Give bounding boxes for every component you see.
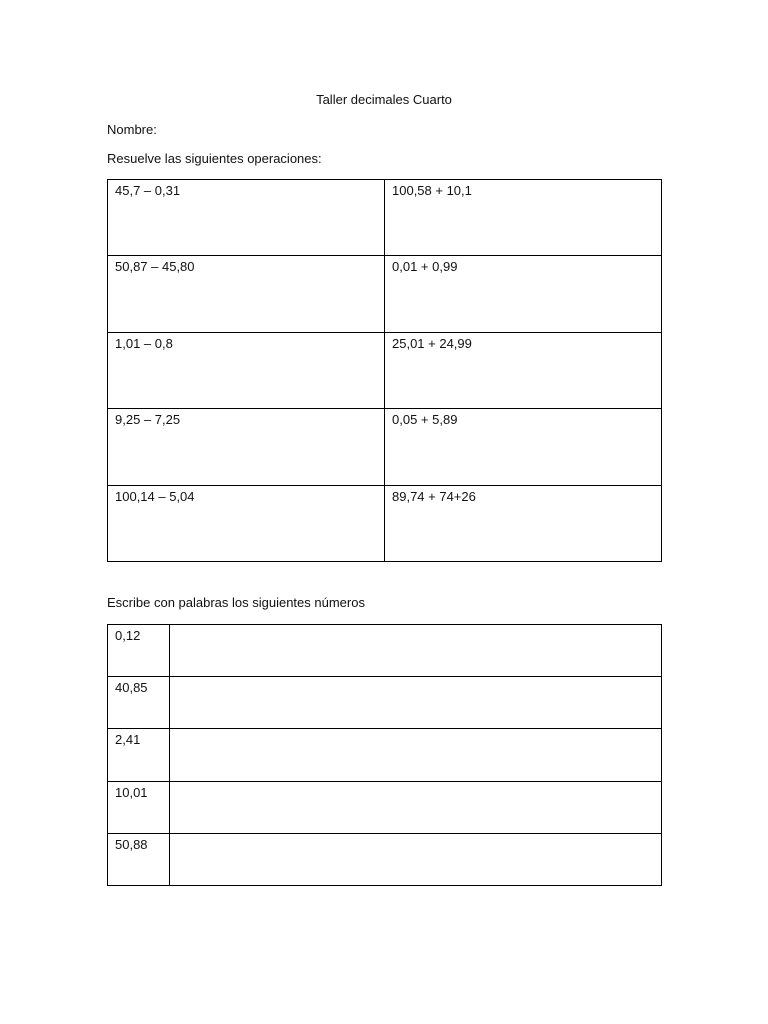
table-row bbox=[108, 332, 662, 408]
answer-cell bbox=[170, 781, 662, 833]
number-cell: 10,01 bbox=[108, 781, 170, 833]
table-row bbox=[108, 180, 662, 256]
table-row bbox=[108, 485, 662, 561]
words-instructions: Escribe con palabras los siguientes números bbox=[107, 595, 365, 610]
operation-cell: 25,01 + 24,99 bbox=[385, 332, 662, 408]
table-row bbox=[108, 677, 662, 729]
operation-cell: 100,14 – 5,04 bbox=[108, 485, 385, 561]
table-row bbox=[108, 781, 662, 833]
table-row bbox=[108, 409, 662, 485]
number-cell: 2,41 bbox=[108, 729, 170, 781]
operation-cell: 50,87 – 45,80 bbox=[108, 256, 385, 332]
operation-cell: 9,25 – 7,25 bbox=[108, 409, 385, 485]
name-label: Nombre: bbox=[107, 122, 157, 137]
numbers-to-words-table bbox=[107, 624, 662, 886]
answer-cell bbox=[170, 625, 662, 677]
table-row bbox=[108, 625, 662, 677]
operation-cell: 89,74 + 74+26 bbox=[385, 485, 662, 561]
answer-cell bbox=[170, 677, 662, 729]
operation-cell: 45,7 – 0,31 bbox=[108, 180, 385, 256]
operation-cell: 1,01 – 0,8 bbox=[108, 332, 385, 408]
operation-cell: 0,05 + 5,89 bbox=[385, 409, 662, 485]
table-row bbox=[108, 256, 662, 332]
worksheet-title: Taller decimales Cuarto bbox=[316, 92, 452, 107]
answer-cell bbox=[170, 729, 662, 781]
operation-cell: 0,01 + 0,99 bbox=[385, 256, 662, 332]
table-row bbox=[108, 729, 662, 781]
answer-cell bbox=[170, 833, 662, 885]
operations-table bbox=[107, 179, 662, 562]
number-cell: 0,12 bbox=[108, 625, 170, 677]
operations-instructions: Resuelve las siguientes operaciones: bbox=[107, 151, 322, 166]
operation-cell: 100,58 + 10,1 bbox=[385, 180, 662, 256]
number-cell: 40,85 bbox=[108, 677, 170, 729]
number-cell: 50,88 bbox=[108, 833, 170, 885]
table-row bbox=[108, 833, 662, 885]
